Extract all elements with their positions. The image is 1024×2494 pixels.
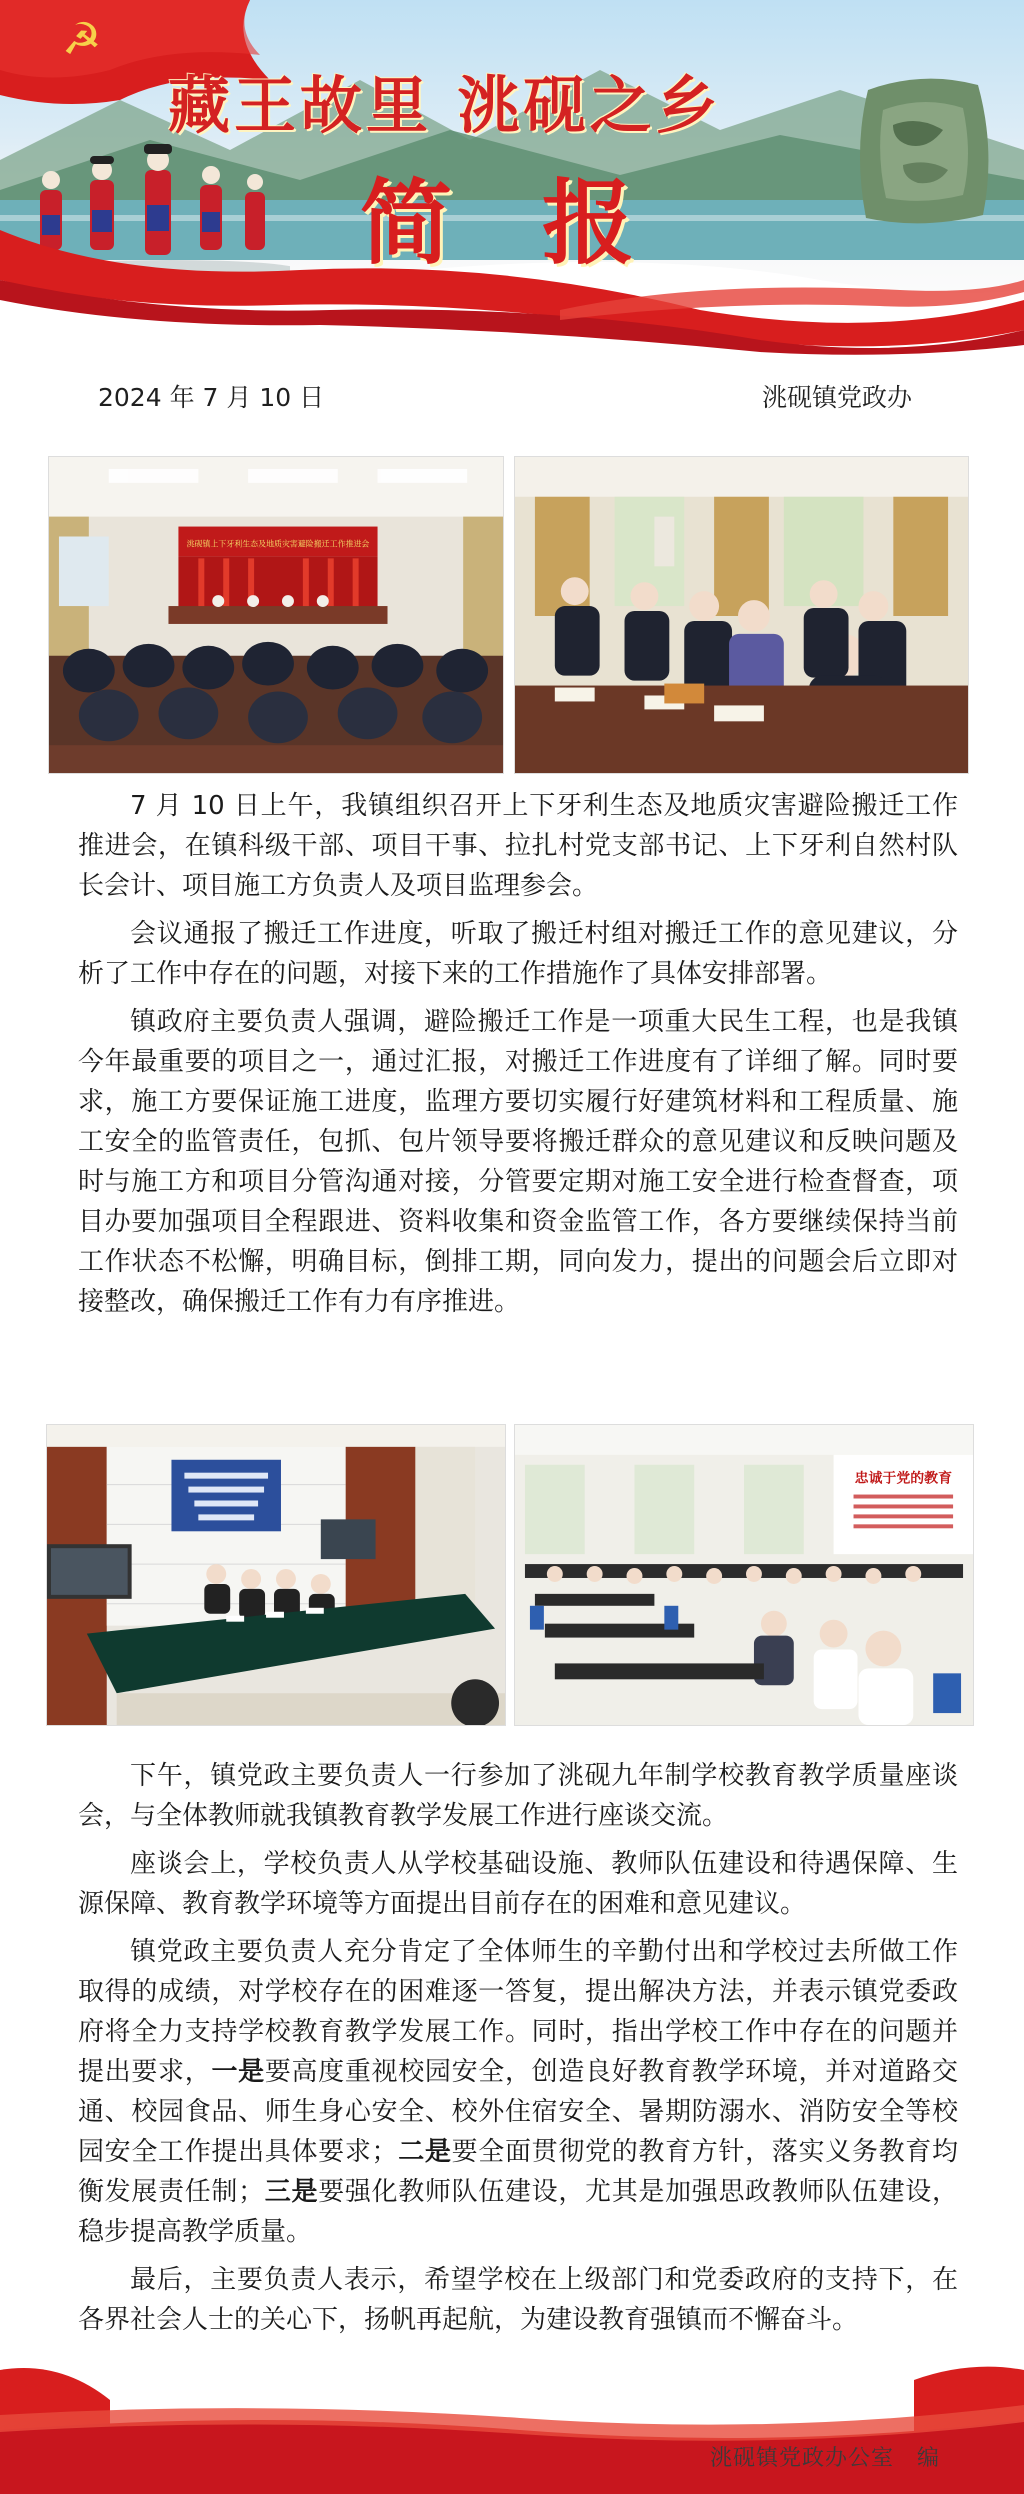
participants-notes-photo (514, 456, 969, 774)
issuer-name: 洮砚镇党政办 (762, 383, 913, 412)
paragraph: 镇党政主要负责人充分肯定了全体师生的辛勤付出和学校过去所做工作取得的成绩，对学校存在的困难逐一答复，提出解决方法，并表示镇党委政府将全力支持学校教育教学发展工作。同时，指出学校工作中存在的问题并提出要求，一是要高度重视校园安全，创造良好教育教学环境，并对道路交通、校园食品、师生身心安全、校外住宿安全、暑期防溺水、消防安全等校园安全工作提出具体要求；二是要全面贯彻党的教育方针，落实义务教育均衡发展责任制；三是要强化教师队伍建设，尤其是加强思政教师队伍建设，稳步提高教学质量。 (78, 1937, 958, 2247)
paragraph: 会议通报了搬迁工作进度，听取了搬迁村组对搬迁工作的意见建议，分析了工作中存在的问题，对接下来的工作措施作了具体安排部署。 (78, 919, 958, 989)
issue-meta (0, 378, 1024, 418)
classroom-teachers-photo (514, 1424, 974, 1726)
school-slogan: 忠诚于党的教育 (854, 1470, 953, 1487)
masthead-title: 简报 (360, 169, 725, 277)
article-section-2 (78, 1756, 958, 2348)
paragraph: 7 月 10 日上午，我镇组织召开上下牙利生态及地质灾害避险搬迁工作推进会，在镇科级干部、项目干事、拉扎村党支部书记、上下牙利自然村队长会计、项目施工方负责人及项目监理参会。 (78, 791, 958, 901)
issue-date: 2024 年 7 月 10 日 (98, 383, 325, 412)
meeting-banner-text: 洮砚镇上下牙利生态及地质灾害避险搬迁工作推进会 (186, 539, 370, 549)
hammer-sickle-icon: ☭ (62, 14, 102, 65)
emphasis-third: 三是 (264, 2177, 319, 2207)
banner-slogan: 藏王故里 洮砚之乡 (168, 69, 722, 142)
article-section-1 (78, 786, 958, 1330)
meeting-hall-photo (48, 456, 504, 774)
paragraph: 下午，镇党政主要负责人一行参加了洮砚九年制学校教育教学质量座谈会，与全体教师就我镇教育教学发展工作进行座谈交流。 (78, 1761, 958, 1831)
emphasis-second: 二是 (397, 2137, 452, 2167)
paragraph: 镇政府主要负责人强调，避险搬迁工作是一项重大民生工程，也是我镇今年最重要的项目之一，通过汇报，对搬迁工作进度有了详细了解。同时要求，施工方要保证施工进度，监理方要切实履行好建筑材料和工程质量、施工安全的监管责任，包抓、包片领导要将搬迁群众的意见建议和反映问题及时与施工方和项目分管沟通对接，分管要定期对施工安全进行检查督查，项目办要加强项目全程跟进、资料收集和资金监管工作，各方要继续保持当前工作状态不松懈，明确目标，倒排工期，同向发力，提出的问题会后立即对接整改，确保搬迁工作有力有序推进。 (78, 1007, 958, 1317)
inkstone-image (848, 70, 998, 230)
paragraph: 最后，主要负责人表示，希望学校在上级部门和党委政府的支持下，在各界社会人士的关心下，扬帆再起航，为建设教育强镇而不懈奋斗。 (78, 2265, 958, 2335)
emphasis-first: 一是 (211, 2057, 265, 2087)
editor-credit: 洮砚镇党政办公室 编 (710, 2446, 941, 2471)
footer-ribbon (0, 2360, 1024, 2494)
paragraph: 座谈会上，学校负责人从学校基础设施、教师队伍建设和待遇保障、生源保障、教育教学环境等方面提出目前存在的困难和意见建议。 (78, 1849, 958, 1919)
symposium-stage-photo (46, 1424, 506, 1726)
header-banner (0, 0, 1024, 355)
